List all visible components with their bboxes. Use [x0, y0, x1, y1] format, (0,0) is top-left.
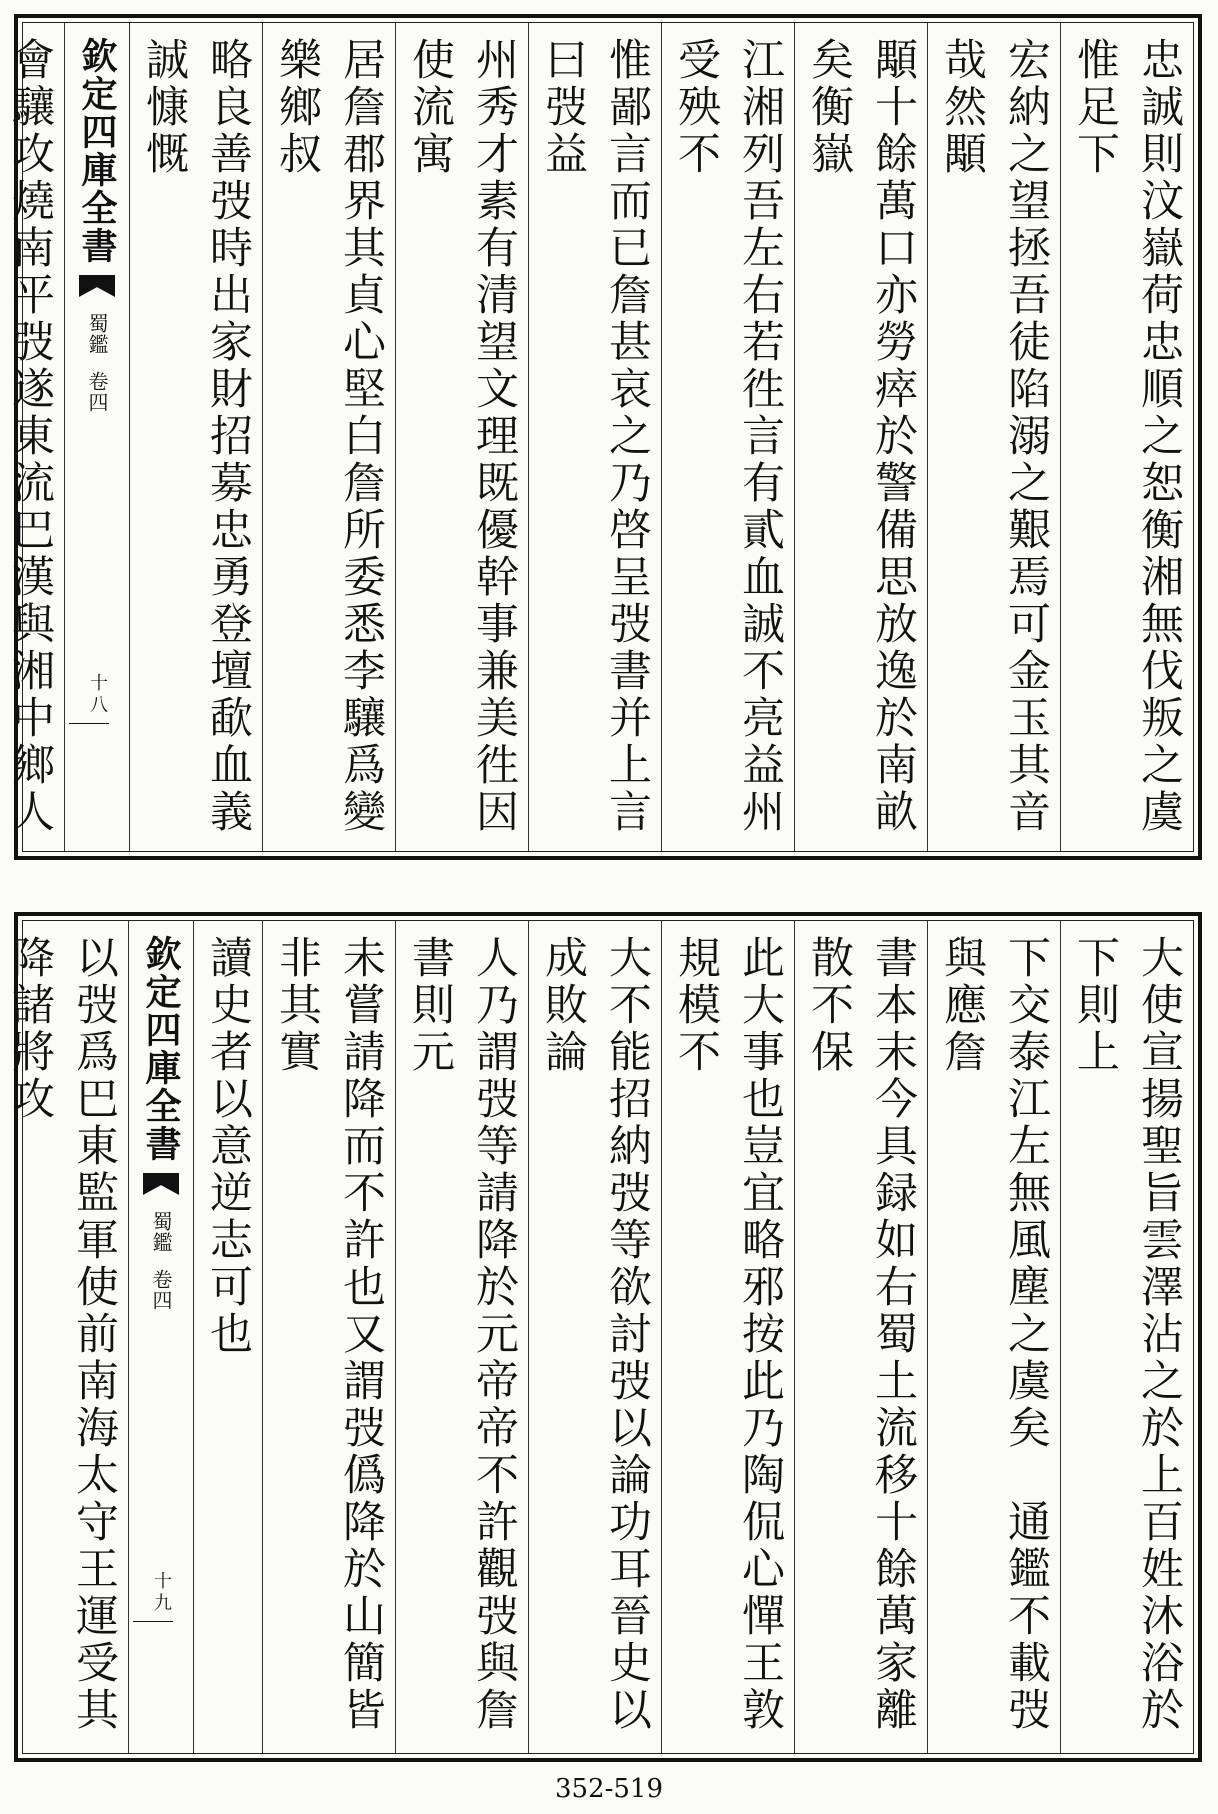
text-column: 忠誠則汶嶽荷忠順之恕衡湘無伐叛之虞惟足下 — [1060, 23, 1193, 851]
text-column: 人乃謂弢等請降於元帝帝不許觀弢與詹書則元 — [395, 921, 528, 1753]
center-fold — [64, 23, 129, 851]
text-column: 書本末今具録如右蜀土流移十餘萬家離散不保 — [794, 921, 927, 1753]
text-column: 此大事也豈宜略邪按此乃陶侃心憚王敦規模不 — [661, 921, 794, 1753]
text-column: 略良善弢時出家財招募忠勇登壇歃血義誠慷慨 — [129, 23, 262, 851]
center-fold — [128, 921, 193, 1753]
volume-label: 卷四 — [149, 1269, 173, 1311]
folio-number: 十八 — [87, 673, 108, 717]
volume-label: 卷四 — [85, 371, 109, 413]
text-column: 江湘列吾左右若徃言有貳血誠不亮益州受殃不 — [661, 23, 794, 851]
page-bottom-text-block — [5, 920, 1194, 1754]
library-title: 欽定四庫全書 — [76, 37, 118, 265]
page-top-text-block — [5, 22, 1194, 852]
text-column: 居詹郡界其貞心堅白詹所委悉李驤爲變樂鄉叔 — [262, 23, 395, 851]
text-column: 下交泰江左無風塵之虞矣 通鑑不載弢與應詹 — [927, 921, 1060, 1753]
library-title: 欽定四庫全書 — [140, 935, 182, 1163]
page-top — [5, 14, 1202, 860]
text-column: 宏納之望拯吾徒陷溺之艱焉可金玉其音哉然顒 — [927, 23, 1060, 851]
page-bottom — [5, 912, 1202, 1762]
book-title: 蜀鑑 — [85, 313, 109, 355]
folio-number: 十九 — [151, 1571, 172, 1615]
fish-tail-mark-icon — [79, 275, 115, 297]
folio-rule — [69, 723, 109, 724]
text-column: 大不能招納弢等欲討弢以論功耳晉史以成敗論 — [528, 921, 661, 1753]
fish-tail-mark-icon — [143, 1173, 179, 1195]
text-column: 以弢爲巴東監軍使前南海太守王運受其降諸將攻 — [0, 921, 128, 1753]
text-column: 未嘗請降而不許也又謂弢僞降於山簡皆非其實 — [262, 921, 395, 1753]
text-column: 會驤攻燒南平弢遂東流巴漢與湘中鄉人 — [0, 23, 64, 851]
book-title: 蜀鑑 — [149, 1211, 173, 1253]
text-column: 大使宣揚聖旨雲澤沾之於上百姓沐浴於下則上 — [1060, 921, 1193, 1753]
text-column: 讀史者以意逆志可也 — [193, 921, 262, 1753]
text-column: 州秀才素有清望文理既優幹事兼美徃因使流寓 — [395, 23, 528, 851]
page-number-footer: 352-519 — [554, 1774, 664, 1804]
folio-rule — [133, 1621, 173, 1622]
text-column: 惟鄙言而已詹甚哀之乃啓呈弢書并上言曰弢益 — [528, 23, 661, 851]
text-column: 顒十餘萬口亦勞瘁於警備思放逸於南畝矣衡嶽 — [794, 23, 927, 851]
